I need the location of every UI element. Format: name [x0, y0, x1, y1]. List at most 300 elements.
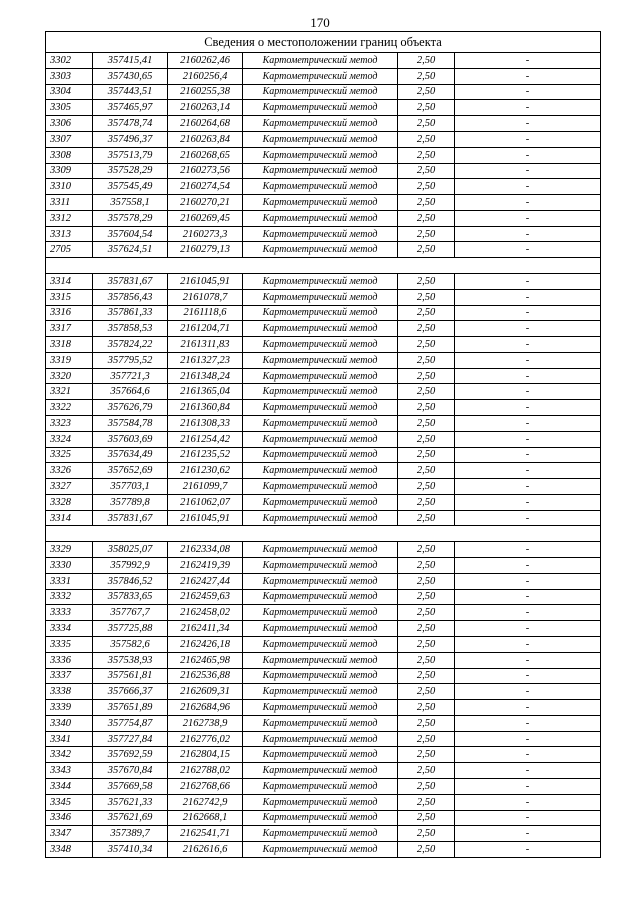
- point-number-cell: 3346: [46, 810, 93, 826]
- description-cell: -: [455, 589, 601, 605]
- point-number-cell: 3302: [46, 53, 93, 69]
- table-row: [46, 431, 601, 447]
- x-coordinate-cell: 357652,69: [93, 463, 168, 479]
- description-cell: -: [455, 179, 601, 195]
- x-coordinate-cell: 357415,41: [93, 53, 168, 69]
- y-coordinate-cell: 2160263,84: [168, 131, 243, 147]
- accuracy-cell: 2,50: [398, 542, 455, 558]
- x-coordinate-cell: 357513,79: [93, 147, 168, 163]
- description-cell: -: [455, 352, 601, 368]
- y-coordinate-cell: 2162768,66: [168, 778, 243, 794]
- point-number-cell: 3331: [46, 573, 93, 589]
- description-cell: -: [455, 321, 601, 337]
- method-cell: Картометрический метод: [243, 447, 398, 463]
- y-coordinate-cell: 2161045,91: [168, 273, 243, 289]
- table-row: [46, 384, 601, 400]
- method-cell: Картометрический метод: [243, 368, 398, 384]
- point-number-cell: 3326: [46, 463, 93, 479]
- point-number-cell: 3307: [46, 131, 93, 147]
- boundary-coordinates-table: [45, 31, 601, 858]
- accuracy-cell: 2,50: [398, 794, 455, 810]
- point-number-cell: 3335: [46, 636, 93, 652]
- point-number-cell: 3325: [46, 447, 93, 463]
- x-coordinate-cell: 357664,6: [93, 384, 168, 400]
- method-cell: Картометрический метод: [243, 763, 398, 779]
- table-row: [46, 778, 601, 794]
- method-cell: Картометрический метод: [243, 826, 398, 842]
- method-cell: Картометрический метод: [243, 684, 398, 700]
- accuracy-cell: 2,50: [398, 147, 455, 163]
- y-coordinate-cell: 2161348,24: [168, 368, 243, 384]
- x-coordinate-cell: 357692,59: [93, 747, 168, 763]
- point-number-cell: 3306: [46, 116, 93, 132]
- description-cell: -: [455, 700, 601, 716]
- accuracy-cell: 2,50: [398, 100, 455, 116]
- point-number-cell: 3334: [46, 621, 93, 637]
- x-coordinate-cell: 357465,97: [93, 100, 168, 116]
- point-number-cell: 3347: [46, 826, 93, 842]
- x-coordinate-cell: 357626,79: [93, 400, 168, 416]
- description-cell: -: [455, 84, 601, 100]
- table-row: [46, 605, 601, 621]
- y-coordinate-cell: 2162541,71: [168, 826, 243, 842]
- accuracy-cell: 2,50: [398, 416, 455, 432]
- accuracy-cell: 2,50: [398, 463, 455, 479]
- point-number-cell: 3315: [46, 289, 93, 305]
- x-coordinate-cell: 357621,69: [93, 810, 168, 826]
- accuracy-cell: 2,50: [398, 589, 455, 605]
- accuracy-cell: 2,50: [398, 684, 455, 700]
- table-row: [46, 53, 601, 69]
- point-number-cell: 3303: [46, 68, 93, 84]
- accuracy-cell: 2,50: [398, 384, 455, 400]
- x-coordinate-cell: 357584,78: [93, 416, 168, 432]
- table-title: Сведения о местоположении границ объекта: [46, 32, 601, 53]
- method-cell: Картометрический метод: [243, 242, 398, 258]
- accuracy-cell: 2,50: [398, 305, 455, 321]
- table-row: [46, 842, 601, 858]
- point-number-cell: 3324: [46, 431, 93, 447]
- x-coordinate-cell: 357410,34: [93, 842, 168, 858]
- point-number-cell: 3339: [46, 700, 93, 716]
- y-coordinate-cell: 2160268,65: [168, 147, 243, 163]
- method-cell: Картометрический метод: [243, 147, 398, 163]
- accuracy-cell: 2,50: [398, 558, 455, 574]
- y-coordinate-cell: 2160256,4: [168, 68, 243, 84]
- method-cell: Картометрический метод: [243, 321, 398, 337]
- point-number-cell: 3318: [46, 337, 93, 353]
- point-number-cell: 3321: [46, 384, 93, 400]
- y-coordinate-cell: 2161235,52: [168, 447, 243, 463]
- table-row: [46, 715, 601, 731]
- method-cell: Картометрический метод: [243, 416, 398, 432]
- accuracy-cell: 2,50: [398, 226, 455, 242]
- y-coordinate-cell: 2162776,02: [168, 731, 243, 747]
- method-cell: Картометрический метод: [243, 731, 398, 747]
- point-number-cell: 3329: [46, 542, 93, 558]
- description-cell: -: [455, 794, 601, 810]
- accuracy-cell: 2,50: [398, 763, 455, 779]
- point-number-cell: 3316: [46, 305, 93, 321]
- y-coordinate-cell: 2160262,46: [168, 53, 243, 69]
- accuracy-cell: 2,50: [398, 573, 455, 589]
- accuracy-cell: 2,50: [398, 652, 455, 668]
- method-cell: Картометрический метод: [243, 273, 398, 289]
- y-coordinate-cell: 2160274,54: [168, 179, 243, 195]
- method-cell: Картометрический метод: [243, 210, 398, 226]
- description-cell: -: [455, 368, 601, 384]
- y-coordinate-cell: 2162459,63: [168, 589, 243, 605]
- point-number-cell: 3341: [46, 731, 93, 747]
- table-row: [46, 321, 601, 337]
- accuracy-cell: 2,50: [398, 337, 455, 353]
- accuracy-cell: 2,50: [398, 605, 455, 621]
- x-coordinate-cell: 358025,07: [93, 542, 168, 558]
- method-cell: Картометрический метод: [243, 400, 398, 416]
- description-cell: -: [455, 652, 601, 668]
- y-coordinate-cell: 2160269,45: [168, 210, 243, 226]
- accuracy-cell: 2,50: [398, 494, 455, 510]
- point-number-cell: 3323: [46, 416, 93, 432]
- table-row: [46, 652, 601, 668]
- point-number-cell: 3327: [46, 479, 93, 495]
- description-cell: -: [455, 163, 601, 179]
- x-coordinate-cell: 357789,8: [93, 494, 168, 510]
- point-number-cell: 3337: [46, 668, 93, 684]
- accuracy-cell: 2,50: [398, 242, 455, 258]
- description-cell: -: [455, 494, 601, 510]
- table-row: [46, 210, 601, 226]
- table-row: [46, 400, 601, 416]
- accuracy-cell: 2,50: [398, 700, 455, 716]
- x-coordinate-cell: 357856,43: [93, 289, 168, 305]
- accuracy-cell: 2,50: [398, 321, 455, 337]
- method-cell: Картометрический метод: [243, 558, 398, 574]
- table-row: [46, 242, 601, 258]
- accuracy-cell: 2,50: [398, 668, 455, 684]
- accuracy-cell: 2,50: [398, 210, 455, 226]
- method-cell: Картометрический метод: [243, 589, 398, 605]
- description-cell: -: [455, 542, 601, 558]
- method-cell: Картометрический метод: [243, 842, 398, 858]
- x-coordinate-cell: 357389,7: [93, 826, 168, 842]
- description-cell: -: [455, 210, 601, 226]
- accuracy-cell: 2,50: [398, 842, 455, 858]
- accuracy-cell: 2,50: [398, 636, 455, 652]
- x-coordinate-cell: 357721,3: [93, 368, 168, 384]
- x-coordinate-cell: 357528,29: [93, 163, 168, 179]
- accuracy-cell: 2,50: [398, 778, 455, 794]
- table-row: [46, 636, 601, 652]
- accuracy-cell: 2,50: [398, 68, 455, 84]
- x-coordinate-cell: 357767,7: [93, 605, 168, 621]
- y-coordinate-cell: 2162334,08: [168, 542, 243, 558]
- accuracy-cell: 2,50: [398, 179, 455, 195]
- point-number-cell: 3314: [46, 510, 93, 526]
- method-cell: Картометрический метод: [243, 700, 398, 716]
- method-cell: Картометрический метод: [243, 479, 398, 495]
- y-coordinate-cell: 2162668,1: [168, 810, 243, 826]
- description-cell: -: [455, 68, 601, 84]
- separator-cell: [46, 526, 601, 542]
- y-coordinate-cell: 2160263,14: [168, 100, 243, 116]
- x-coordinate-cell: 357582,6: [93, 636, 168, 652]
- y-coordinate-cell: 2162742,9: [168, 794, 243, 810]
- table-row: [46, 147, 601, 163]
- point-number-cell: 3338: [46, 684, 93, 700]
- point-number-cell: 3330: [46, 558, 93, 574]
- point-number-cell: 3333: [46, 605, 93, 621]
- y-coordinate-cell: 2161360,84: [168, 400, 243, 416]
- point-number-cell: 3336: [46, 652, 93, 668]
- accuracy-cell: 2,50: [398, 131, 455, 147]
- table-row: [46, 731, 601, 747]
- point-number-cell: 3332: [46, 589, 93, 605]
- description-cell: -: [455, 778, 601, 794]
- method-cell: Картометрический метод: [243, 289, 398, 305]
- method-cell: Картометрический метод: [243, 84, 398, 100]
- y-coordinate-cell: 2161204,71: [168, 321, 243, 337]
- y-coordinate-cell: 2161254,42: [168, 431, 243, 447]
- method-cell: Картометрический метод: [243, 305, 398, 321]
- y-coordinate-cell: 2160273,56: [168, 163, 243, 179]
- description-cell: -: [455, 510, 601, 526]
- y-coordinate-cell: 2161365,04: [168, 384, 243, 400]
- table-row: [46, 163, 601, 179]
- description-cell: -: [455, 289, 601, 305]
- description-cell: -: [455, 337, 601, 353]
- table-row: [46, 273, 601, 289]
- x-coordinate-cell: 357992,9: [93, 558, 168, 574]
- description-cell: -: [455, 273, 601, 289]
- table-row: [46, 289, 601, 305]
- x-coordinate-cell: 357651,89: [93, 700, 168, 716]
- method-cell: Картометрический метод: [243, 384, 398, 400]
- y-coordinate-cell: 2162616,6: [168, 842, 243, 858]
- accuracy-cell: 2,50: [398, 715, 455, 731]
- method-cell: Картометрический метод: [243, 163, 398, 179]
- method-cell: Картометрический метод: [243, 668, 398, 684]
- description-cell: -: [455, 621, 601, 637]
- x-coordinate-cell: 357621,33: [93, 794, 168, 810]
- method-cell: Картометрический метод: [243, 431, 398, 447]
- table-row: [46, 684, 601, 700]
- point-number-cell: 3305: [46, 100, 93, 116]
- table-row: [46, 68, 601, 84]
- description-cell: -: [455, 684, 601, 700]
- description-cell: -: [455, 573, 601, 589]
- point-number-cell: 3322: [46, 400, 93, 416]
- method-cell: Картометрический метод: [243, 542, 398, 558]
- description-cell: -: [455, 100, 601, 116]
- method-cell: Картометрический метод: [243, 463, 398, 479]
- y-coordinate-cell: 2162684,96: [168, 700, 243, 716]
- description-cell: -: [455, 668, 601, 684]
- method-cell: Картометрический метод: [243, 352, 398, 368]
- method-cell: Картометрический метод: [243, 636, 398, 652]
- method-cell: Картометрический метод: [243, 226, 398, 242]
- table-row: [46, 558, 601, 574]
- table-row: [46, 116, 601, 132]
- y-coordinate-cell: 2162738,9: [168, 715, 243, 731]
- point-number-cell: 3311: [46, 195, 93, 211]
- table-row: [46, 226, 601, 242]
- y-coordinate-cell: 2160270,21: [168, 195, 243, 211]
- point-number-cell: 3312: [46, 210, 93, 226]
- y-coordinate-cell: 2161045,91: [168, 510, 243, 526]
- x-coordinate-cell: 357430,65: [93, 68, 168, 84]
- accuracy-cell: 2,50: [398, 747, 455, 763]
- method-cell: Картометрический метод: [243, 179, 398, 195]
- description-cell: -: [455, 731, 601, 747]
- y-coordinate-cell: 2162788,02: [168, 763, 243, 779]
- x-coordinate-cell: 357846,52: [93, 573, 168, 589]
- point-number-cell: 3314: [46, 273, 93, 289]
- accuracy-cell: 2,50: [398, 510, 455, 526]
- accuracy-cell: 2,50: [398, 116, 455, 132]
- table-row: [46, 100, 601, 116]
- description-cell: -: [455, 384, 601, 400]
- x-coordinate-cell: 357634,49: [93, 447, 168, 463]
- y-coordinate-cell: 2160255,38: [168, 84, 243, 100]
- y-coordinate-cell: 2161078,7: [168, 289, 243, 305]
- description-cell: -: [455, 195, 601, 211]
- method-cell: Картометрический метод: [243, 53, 398, 69]
- table-row: [46, 621, 601, 637]
- table-row: [46, 84, 601, 100]
- y-coordinate-cell: 2161327,23: [168, 352, 243, 368]
- table-row: [46, 195, 601, 211]
- table-row: [46, 573, 601, 589]
- method-cell: Картометрический метод: [243, 810, 398, 826]
- point-number-cell: 3309: [46, 163, 93, 179]
- method-cell: Картометрический метод: [243, 68, 398, 84]
- accuracy-cell: 2,50: [398, 352, 455, 368]
- x-coordinate-cell: 357833,65: [93, 589, 168, 605]
- point-number-cell: 3313: [46, 226, 93, 242]
- point-number-cell: 3328: [46, 494, 93, 510]
- method-cell: Картометрический метод: [243, 621, 398, 637]
- method-cell: Картометрический метод: [243, 337, 398, 353]
- y-coordinate-cell: 2162427,44: [168, 573, 243, 589]
- description-cell: -: [455, 242, 601, 258]
- table-row: [46, 668, 601, 684]
- x-coordinate-cell: 357861,33: [93, 305, 168, 321]
- method-cell: Картометрический метод: [243, 573, 398, 589]
- point-number-cell: 3304: [46, 84, 93, 100]
- point-number-cell: 3320: [46, 368, 93, 384]
- description-cell: -: [455, 636, 601, 652]
- table-row: [46, 494, 601, 510]
- method-cell: Картометрический метод: [243, 747, 398, 763]
- description-cell: -: [455, 605, 601, 621]
- description-cell: -: [455, 463, 601, 479]
- table-row: [46, 810, 601, 826]
- accuracy-cell: 2,50: [398, 731, 455, 747]
- accuracy-cell: 2,50: [398, 447, 455, 463]
- accuracy-cell: 2,50: [398, 195, 455, 211]
- description-cell: -: [455, 400, 601, 416]
- method-cell: Картометрический метод: [243, 131, 398, 147]
- y-coordinate-cell: 2162609,31: [168, 684, 243, 700]
- description-cell: -: [455, 842, 601, 858]
- description-cell: -: [455, 479, 601, 495]
- x-coordinate-cell: 357578,29: [93, 210, 168, 226]
- description-cell: -: [455, 763, 601, 779]
- x-coordinate-cell: 357754,87: [93, 715, 168, 731]
- page-number: 170: [310, 15, 330, 30]
- table-row: [46, 305, 601, 321]
- table-row: [46, 589, 601, 605]
- table-row: [46, 447, 601, 463]
- method-cell: Картометрический метод: [243, 116, 398, 132]
- accuracy-cell: 2,50: [398, 621, 455, 637]
- y-coordinate-cell: 2161308,33: [168, 416, 243, 432]
- y-coordinate-cell: 2162411,34: [168, 621, 243, 637]
- description-cell: -: [455, 416, 601, 432]
- table-title-row: [46, 32, 601, 53]
- accuracy-cell: 2,50: [398, 84, 455, 100]
- method-cell: Картометрический метод: [243, 510, 398, 526]
- accuracy-cell: 2,50: [398, 400, 455, 416]
- accuracy-cell: 2,50: [398, 431, 455, 447]
- description-cell: -: [455, 226, 601, 242]
- x-coordinate-cell: 357558,1: [93, 195, 168, 211]
- table-row: [46, 368, 601, 384]
- description-cell: -: [455, 147, 601, 163]
- separator-cell: [46, 258, 601, 274]
- description-cell: -: [455, 558, 601, 574]
- point-number-cell: 2705: [46, 242, 93, 258]
- description-cell: -: [455, 431, 601, 447]
- point-number-cell: 3319: [46, 352, 93, 368]
- x-coordinate-cell: 357727,84: [93, 731, 168, 747]
- description-cell: -: [455, 810, 601, 826]
- accuracy-cell: 2,50: [398, 810, 455, 826]
- group-separator: [46, 526, 601, 542]
- accuracy-cell: 2,50: [398, 53, 455, 69]
- x-coordinate-cell: 357824,22: [93, 337, 168, 353]
- description-cell: -: [455, 131, 601, 147]
- method-cell: Картометрический метод: [243, 195, 398, 211]
- x-coordinate-cell: 357670,84: [93, 763, 168, 779]
- y-coordinate-cell: 2160273,3: [168, 226, 243, 242]
- table-row: [46, 131, 601, 147]
- y-coordinate-cell: 2161099,7: [168, 479, 243, 495]
- y-coordinate-cell: 2161062,07: [168, 494, 243, 510]
- method-cell: Картометрический метод: [243, 794, 398, 810]
- x-coordinate-cell: 357795,52: [93, 352, 168, 368]
- table-row: [46, 763, 601, 779]
- y-coordinate-cell: 2162465,98: [168, 652, 243, 668]
- x-coordinate-cell: 357478,74: [93, 116, 168, 132]
- point-number-cell: 3308: [46, 147, 93, 163]
- y-coordinate-cell: 2162426,18: [168, 636, 243, 652]
- table-row: [46, 510, 601, 526]
- y-coordinate-cell: 2161311,83: [168, 337, 243, 353]
- x-coordinate-cell: 357561,81: [93, 668, 168, 684]
- description-cell: -: [455, 447, 601, 463]
- x-coordinate-cell: 357545,49: [93, 179, 168, 195]
- point-number-cell: 3342: [46, 747, 93, 763]
- method-cell: Картометрический метод: [243, 100, 398, 116]
- x-coordinate-cell: 357603,69: [93, 431, 168, 447]
- x-coordinate-cell: 357669,58: [93, 778, 168, 794]
- y-coordinate-cell: 2162419,39: [168, 558, 243, 574]
- y-coordinate-cell: 2162804,15: [168, 747, 243, 763]
- x-coordinate-cell: 357858,53: [93, 321, 168, 337]
- accuracy-cell: 2,50: [398, 163, 455, 179]
